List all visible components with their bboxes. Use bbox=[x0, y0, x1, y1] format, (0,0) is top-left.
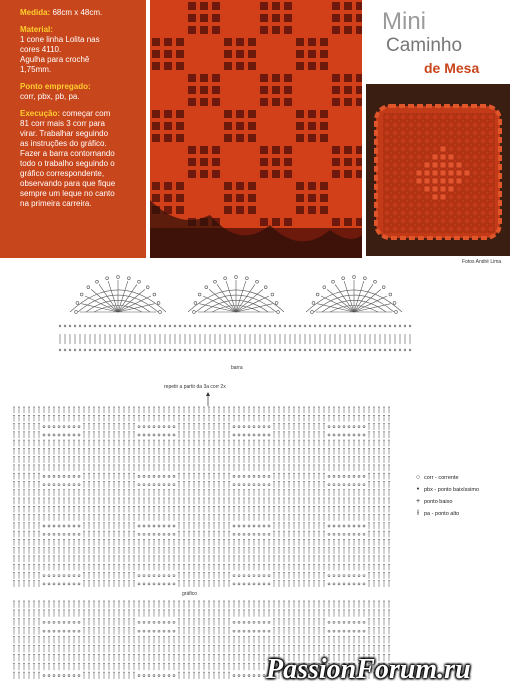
double-crochet-icon: ƚ bbox=[417, 510, 419, 517]
execucao-line: sempre um leque no canto bbox=[20, 189, 115, 198]
page-title bbox=[370, 6, 510, 82]
material-block bbox=[20, 25, 140, 75]
execucao-label: Execução: bbox=[20, 109, 61, 118]
crochet-closeup-illustration bbox=[150, 0, 362, 258]
execucao-line: todo o trabalho seguindo o bbox=[20, 159, 115, 168]
runner-overview-photo bbox=[366, 84, 510, 256]
barra-label: barra bbox=[231, 365, 243, 371]
runner-overview-illustration bbox=[366, 84, 510, 256]
legend-text: corr - corrente bbox=[424, 475, 459, 481]
slip-stitch-icon: • bbox=[416, 486, 420, 493]
legend-item bbox=[412, 472, 479, 484]
execucao-line: virar. Trabalhar seguindo bbox=[20, 129, 109, 138]
legend-text: pa - ponto alto bbox=[424, 511, 460, 517]
execucao-line: as instruções do gráfico. bbox=[20, 139, 107, 148]
chain-stitch-icon: ○ bbox=[415, 474, 421, 481]
single-crochet-icon: + bbox=[415, 498, 421, 505]
execucao-line: Fazer a barra contornando bbox=[20, 149, 115, 158]
legend-text: ponto baixo bbox=[424, 499, 453, 505]
grafico-label: gráfico bbox=[182, 591, 198, 597]
border-stitch-chart bbox=[56, 266, 416, 360]
execucao-line: na primeira carreira. bbox=[20, 199, 92, 208]
material-line: cores 4110. bbox=[20, 45, 62, 54]
execucao-line: gráfico correspondente, bbox=[20, 169, 105, 178]
title-line1: Mini bbox=[382, 8, 427, 35]
main-stitch-chart bbox=[12, 406, 402, 588]
ponto-block bbox=[20, 82, 140, 102]
repeat-note: repetir a partir da 3a corr 2x bbox=[164, 384, 226, 390]
info-panel bbox=[0, 0, 146, 258]
material-label: Material: bbox=[20, 25, 53, 34]
title-line2: Caminho bbox=[386, 35, 463, 56]
medida-value: 68cm x 48cm. bbox=[52, 8, 103, 17]
legend-item bbox=[412, 496, 479, 508]
execucao-line: começar com bbox=[62, 109, 111, 118]
material-line: Agulha para crochê bbox=[20, 55, 90, 64]
crochet-closeup-photo bbox=[150, 0, 362, 258]
ponto-label: Ponto empregado: bbox=[20, 82, 91, 91]
watermark: PassionForum.ru bbox=[266, 654, 471, 685]
legend-text: pbx - ponto baixíssimo bbox=[424, 487, 480, 493]
photo-credit: Fotos André Lima bbox=[462, 259, 502, 265]
medida-label: Medida: bbox=[20, 8, 51, 17]
stitch-legend bbox=[412, 472, 479, 520]
material-line: 1,75mm. bbox=[20, 65, 52, 74]
execucao-block bbox=[20, 109, 140, 209]
title-line3: de Mesa bbox=[424, 60, 480, 76]
ponto-value: corr, pbx, pb, pa. bbox=[20, 92, 80, 101]
legend-item bbox=[412, 508, 479, 520]
material-line: 1 cone linha Lolita nas bbox=[20, 35, 100, 44]
medida-block bbox=[20, 8, 140, 18]
repeat-arrow-icon bbox=[205, 392, 211, 406]
legend-item bbox=[412, 484, 479, 496]
execucao-line: 81 corr mais 3 corr para bbox=[20, 119, 105, 128]
execucao-line: observando para que fique bbox=[20, 179, 116, 188]
